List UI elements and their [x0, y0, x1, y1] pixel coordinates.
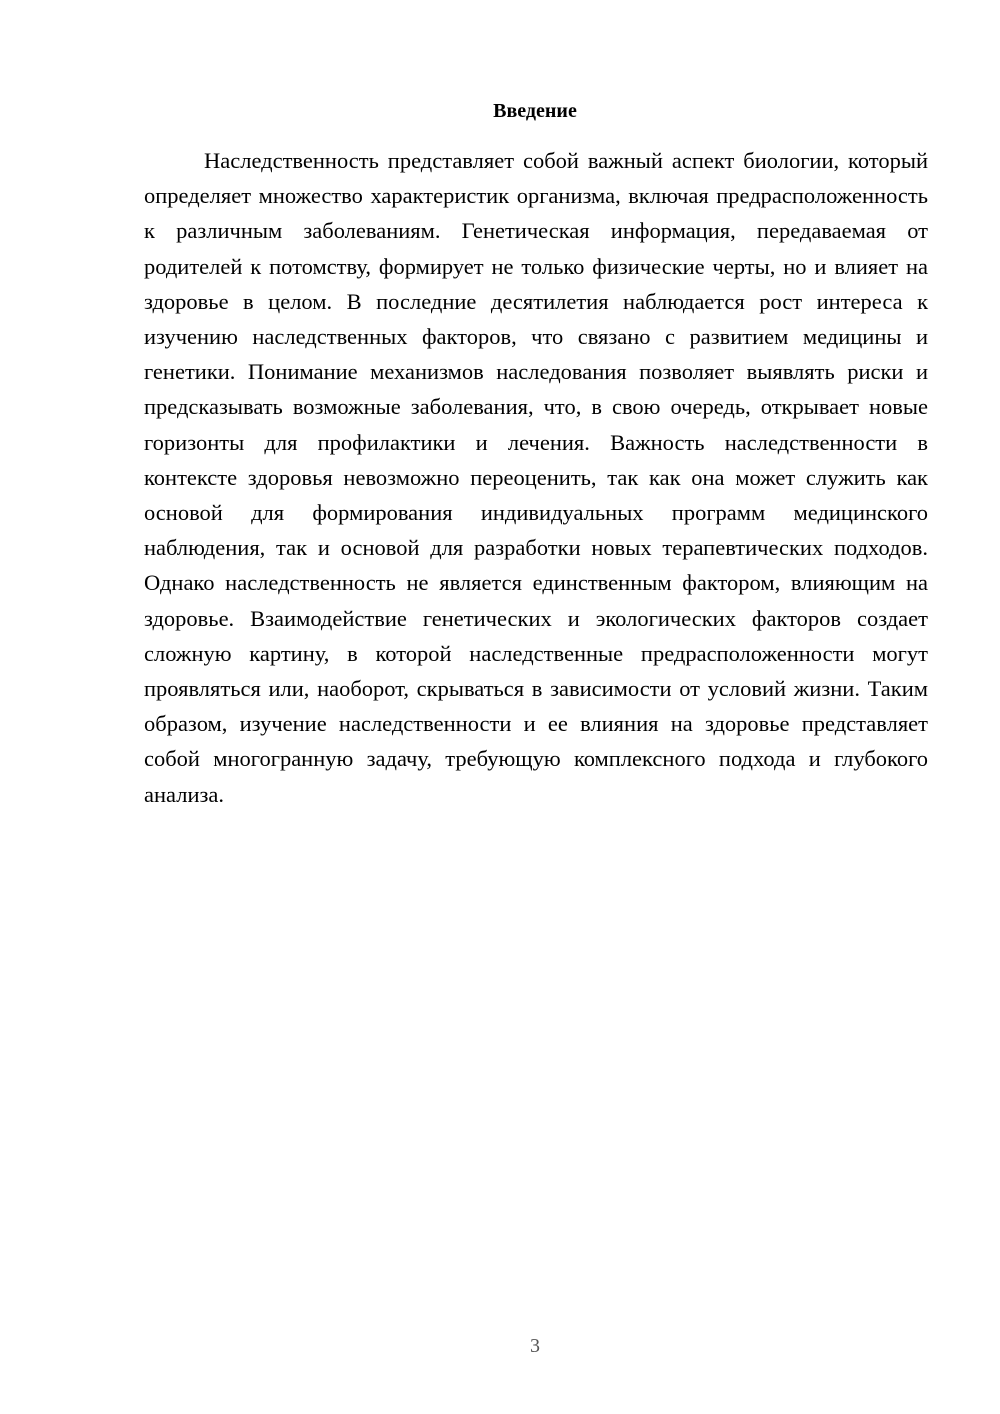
page-number: 3 — [530, 1335, 540, 1357]
body-paragraph: Наследственность представляет собой важный аспект биологии, который определяет множество характеристик организма, включая предрасположенность к различным заболеваниям. Генетическая информация, передаваемая от родителей к потомству, формирует не только физические черты, но и влияет на здоровье в целом. В последние десятилетия наблюдается рост интереса к изучению наследственных факторов, что связано с развитием медицины и генетики. Понимание механизмов наследования позволяет выявлять риски и предсказывать возможные заболевания, что, в свою очередь, открывает новые горизонты для профилактики и лечения. Важность наследственности в контексте здоровья невозможно переоценить, так как она может служить как основой для формирования индивидуальных программ медицинского наблюдения, так и основой для разработки новых терапевтических подходов. Однако наследственность не является единственным фактором, влияющим на здоровье. Взаимодействие генетических и экологических факторов создает сложную картину, в которой наследственные предрасположенности могут проявляться или, наоборот, скрываться в зависимости от условий жизни. Таким образом, изучение наследственности и ее влияния на здоровье представляет собой многогранную задачу, требующую комплексного подхода и глубокого анализа. — [144, 148, 928, 807]
section-title: Введение — [493, 100, 577, 122]
